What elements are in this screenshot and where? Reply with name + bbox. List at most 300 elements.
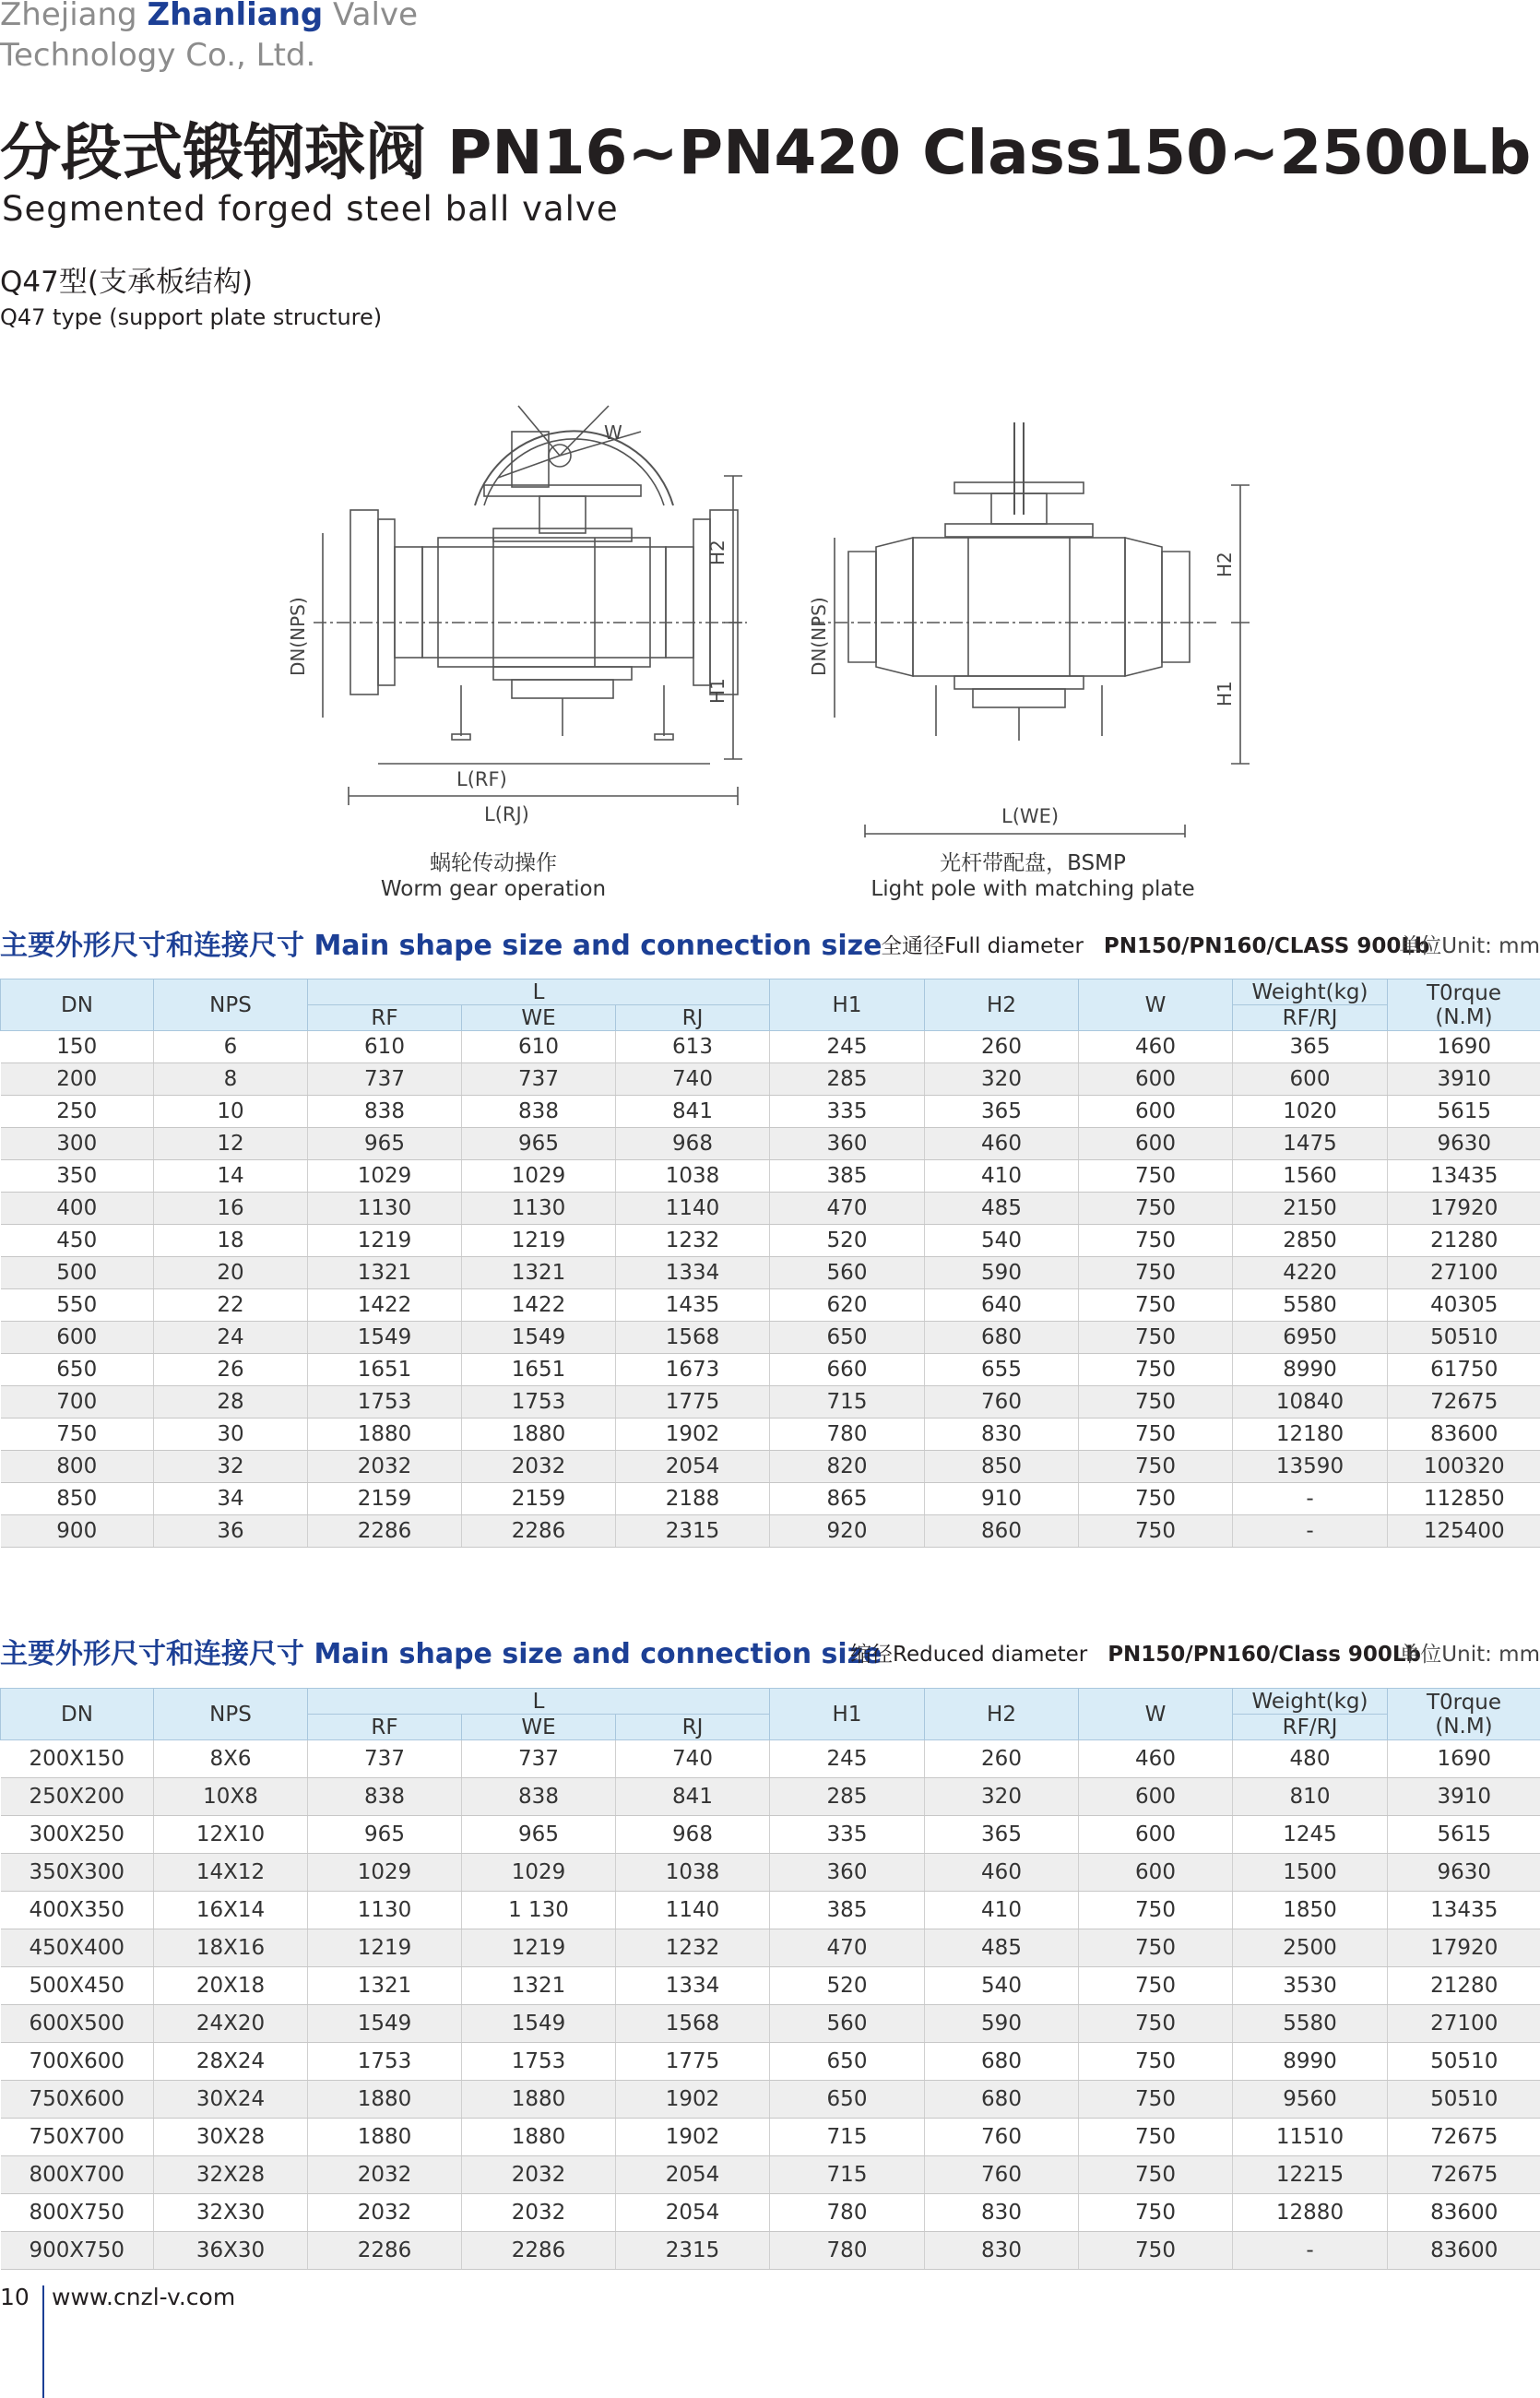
table-cell: 1130 [308, 1892, 462, 1929]
table-cell: 800X750 [1, 2194, 154, 2232]
table-cell: 27100 [1388, 2005, 1540, 2043]
table-cell: 968 [616, 1128, 770, 1160]
col-we: WE [462, 1005, 616, 1031]
table-cell: 838 [462, 1096, 616, 1128]
col-weight: Weight(kg) [1233, 1689, 1388, 1715]
table-cell: 540 [925, 1225, 1079, 1257]
table-cell: 610 [308, 1031, 462, 1063]
table-cell: 9630 [1388, 1128, 1540, 1160]
table-cell: 965 [308, 1128, 462, 1160]
table-cell: 112850 [1388, 1483, 1540, 1515]
svg-text:L(RF): L(RF) [456, 768, 507, 790]
table-cell: 2032 [308, 1451, 462, 1483]
col-w: W [1079, 979, 1233, 1031]
table-cell: 1219 [462, 1225, 616, 1257]
table-cell: - [1233, 1483, 1388, 1515]
table-row [1, 1354, 1540, 1386]
table-cell: 6 [154, 1031, 308, 1063]
table-cell: 590 [925, 2005, 1079, 2043]
table-cell: 1753 [308, 1386, 462, 1419]
table-cell: 1334 [616, 1967, 770, 2005]
valve-drawings [277, 367, 1254, 837]
table-cell: 100320 [1388, 1451, 1540, 1483]
table-cell: 1422 [308, 1289, 462, 1322]
table-cell: 83600 [1388, 2232, 1540, 2270]
table-cell: 760 [925, 2156, 1079, 2194]
col-we: WE [462, 1715, 616, 1740]
table-cell: 850 [925, 1451, 1079, 1483]
table-cell: 750 [1079, 1354, 1233, 1386]
table-cell: 14X12 [154, 1854, 308, 1892]
table-cell: 600X500 [1, 2005, 154, 2043]
footer-divider [42, 2285, 44, 2398]
table-cell: 2032 [462, 2194, 616, 2232]
table2-spec [850, 1640, 1421, 1669]
table-cell: 737 [462, 1063, 616, 1096]
table-cell: 2286 [462, 2232, 616, 2270]
table-cell: 1549 [462, 1322, 616, 1354]
table-cell: 750 [1079, 2156, 1233, 2194]
table-cell: 2286 [308, 2232, 462, 2270]
table-cell: 600 [1233, 1063, 1388, 1096]
table-cell: 600 [1, 1322, 154, 1354]
table-cell: 28X24 [154, 2043, 308, 2081]
table-cell: 1245 [1233, 1816, 1388, 1854]
table-cell: 450 [1, 1225, 154, 1257]
right-caption-en: Light pole with matching plate [871, 877, 1195, 901]
table-cell: 1753 [462, 1386, 616, 1419]
table-cell: 8990 [1233, 1354, 1388, 1386]
table-cell: 36 [154, 1515, 308, 1548]
table-cell: 2315 [616, 2232, 770, 2270]
table-cell: 2150 [1233, 1193, 1388, 1225]
table-cell: 1651 [462, 1354, 616, 1386]
table-cell: 920 [770, 1515, 925, 1548]
table-cell: 830 [925, 2194, 1079, 2232]
table-cell: 5615 [1388, 1816, 1540, 1854]
table-cell: 600 [1079, 1063, 1233, 1096]
table-cell: 750X600 [1, 2081, 154, 2119]
table-cell: 13435 [1388, 1160, 1540, 1193]
table-cell: - [1233, 1515, 1388, 1548]
table-cell: 910 [925, 1483, 1079, 1515]
table-cell: 560 [770, 2005, 925, 2043]
table-cell: 650 [770, 2081, 925, 2119]
table-cell: 150 [1, 1031, 154, 1063]
table-cell: 965 [308, 1816, 462, 1854]
right-caption-cn: 光杆带配盘，BSMP [940, 851, 1126, 875]
table-cell: 700 [1, 1386, 154, 1419]
table-cell: 1232 [616, 1225, 770, 1257]
table-cell: 18X16 [154, 1929, 308, 1967]
table-cell: 32X30 [154, 2194, 308, 2232]
table-cell: 650 [770, 2043, 925, 2081]
table-cell: 450X400 [1, 1929, 154, 1967]
table-row [1, 1967, 1540, 2005]
page-number: 10 [0, 2284, 30, 2310]
worm-gear-valve-drawing [287, 406, 747, 825]
table-cell: 650 [1, 1354, 154, 1386]
table-cell: 650 [770, 1322, 925, 1354]
table-cell: 8X6 [154, 1740, 308, 1778]
table-cell: 13590 [1233, 1451, 1388, 1483]
table-cell: 385 [770, 1160, 925, 1193]
light-pole-valve-drawing [808, 422, 1250, 837]
table-row [1, 1892, 1540, 1929]
table-cell: 26 [154, 1354, 308, 1386]
table-cell: 1130 [462, 1193, 616, 1225]
table-cell: 1029 [462, 1160, 616, 1193]
table-cell: 1500 [1233, 1854, 1388, 1892]
table-cell: 660 [770, 1354, 925, 1386]
page-footer [0, 2282, 236, 2313]
table-cell: 841 [616, 1778, 770, 1816]
table-cell: 600 [1079, 1096, 1233, 1128]
table-cell: 10840 [1233, 1386, 1388, 1419]
table-cell: 21280 [1388, 1225, 1540, 1257]
table-cell: 1850 [1233, 1892, 1388, 1929]
type-label-en: Q47 type (support plate structure) [0, 304, 383, 330]
svg-text:DN(NPS): DN(NPS) [808, 597, 830, 676]
table-cell: 1880 [462, 2119, 616, 2156]
table-cell: 750 [1079, 1419, 1233, 1451]
table-cell: 2032 [462, 2156, 616, 2194]
table-cell: 125400 [1388, 1515, 1540, 1548]
table-cell: 1690 [1388, 1031, 1540, 1063]
table-cell: 4220 [1233, 1257, 1388, 1289]
table-cell: 750 [1079, 1322, 1233, 1354]
table-row [1, 2156, 1540, 2194]
table-cell: 285 [770, 1778, 925, 1816]
col-weight-sub: RF/RJ [1233, 1715, 1388, 1740]
col-h1: H1 [770, 1689, 925, 1740]
table-row [1, 1483, 1540, 1515]
table-cell: 72675 [1388, 2119, 1540, 2156]
table-cell: 1753 [462, 2043, 616, 2081]
table2-unit: 单位Unit: mm [1399, 1643, 1540, 1667]
table-cell: 680 [925, 1322, 1079, 1354]
table-cell: 1902 [616, 2119, 770, 2156]
page-title: 分段式锻钢球阀 PN16~PN420 Class150~2500Lb [0, 117, 1532, 188]
table-cell: 2032 [462, 1451, 616, 1483]
table-row [1, 1193, 1540, 1225]
table-cell: 760 [925, 2119, 1079, 2156]
table-cell: 750 [1079, 1892, 1233, 1929]
table-cell: 830 [925, 1419, 1079, 1451]
table-row [1, 2232, 1540, 2270]
svg-text:H1: H1 [1214, 681, 1236, 706]
table-cell: 9560 [1233, 2081, 1388, 2119]
table-cell: 780 [770, 2194, 925, 2232]
table-cell: 740 [616, 1063, 770, 1096]
reduced-diameter-table [0, 1688, 1540, 2270]
col-h1: H1 [770, 979, 925, 1031]
table-row [1, 1854, 1540, 1892]
table-cell: 61750 [1388, 1354, 1540, 1386]
table-cell: 1321 [462, 1257, 616, 1289]
svg-text:W: W [604, 421, 622, 444]
table-cell: 750 [1079, 1483, 1233, 1515]
table-cell: 320 [925, 1063, 1079, 1096]
table-cell: 600 [1079, 1816, 1233, 1854]
table-cell: 50510 [1388, 2081, 1540, 2119]
table-cell: 460 [1079, 1031, 1233, 1063]
company-line1: Zhejiang Zhanliang Valve [0, 0, 418, 35]
table-cell: 1651 [308, 1354, 462, 1386]
table-row [1, 2005, 1540, 2043]
table-cell: 1880 [308, 2119, 462, 2156]
table-row [1, 1063, 1540, 1096]
col-l: L [308, 979, 770, 1005]
table-cell: 1880 [462, 2081, 616, 2119]
table-row [1, 2043, 1540, 2081]
company-line2: Technology Co., Ltd. [0, 37, 316, 74]
table-cell: 485 [925, 1929, 1079, 1967]
table-cell: 18 [154, 1225, 308, 1257]
table-row [1, 1160, 1540, 1193]
table-cell: 1549 [308, 2005, 462, 2043]
table-cell: 13435 [1388, 1892, 1540, 1929]
table-cell: 1140 [616, 1892, 770, 1929]
table-cell: 750 [1079, 1289, 1233, 1322]
table-cell: 1673 [616, 1354, 770, 1386]
table-cell: 485 [925, 1193, 1079, 1225]
table-cell: 760 [925, 1386, 1079, 1419]
table2-pressure: PN150/PN160/Class 900Lb [1108, 1643, 1422, 1667]
table1-unit: 单位Unit: mm [1399, 934, 1540, 958]
col-h2: H2 [925, 1689, 1079, 1740]
table1-title: 主要外形尺寸和连接尺寸 Main shape size and connection size [0, 930, 883, 962]
table-cell: 300X250 [1, 1816, 154, 1854]
table-cell: 680 [925, 2081, 1079, 2119]
table-cell: 640 [925, 1289, 1079, 1322]
table-row [1, 1289, 1540, 1322]
table-cell: 2054 [616, 2156, 770, 2194]
table-cell: 250X200 [1, 1778, 154, 1816]
table-cell: 1568 [616, 1322, 770, 1354]
table-cell: 460 [925, 1128, 1079, 1160]
svg-text:L(RJ): L(RJ) [484, 803, 529, 825]
table-cell: 360 [770, 1854, 925, 1892]
table-cell: 245 [770, 1031, 925, 1063]
table-cell: 17920 [1388, 1929, 1540, 1967]
table-cell: 2159 [308, 1483, 462, 1515]
table-cell: 838 [308, 1096, 462, 1128]
table-row [1, 1451, 1540, 1483]
col-rj: RJ [616, 1715, 770, 1740]
table-cell: 30 [154, 1419, 308, 1451]
table-cell: 400X350 [1, 1892, 154, 1929]
table-cell: 715 [770, 2119, 925, 2156]
table-cell: 750 [1079, 2194, 1233, 2232]
table-cell: 260 [925, 1031, 1079, 1063]
table-cell: 800 [1, 1451, 154, 1483]
table-cell: 750 [1079, 2081, 1233, 2119]
table-cell: 520 [770, 1967, 925, 2005]
table-cell: - [1233, 2232, 1388, 2270]
table-cell: 28 [154, 1386, 308, 1419]
table-cell: 365 [925, 1096, 1079, 1128]
table-cell: 34 [154, 1483, 308, 1515]
table-cell: 410 [925, 1892, 1079, 1929]
table-cell: 72675 [1388, 2156, 1540, 2194]
table-cell: 5580 [1233, 1289, 1388, 1322]
table-cell: 750 [1079, 2232, 1233, 2270]
table-cell: 750 [1079, 2005, 1233, 2043]
table-cell: 410 [925, 1160, 1079, 1193]
table-cell: 20X18 [154, 1967, 308, 2005]
table-cell: 300 [1, 1128, 154, 1160]
table-cell: 830 [925, 2232, 1079, 2270]
table-cell: 385 [770, 1892, 925, 1929]
table-cell: 838 [308, 1778, 462, 1816]
table2-title: 主要外形尺寸和连接尺寸 Main shape size and connection size [0, 1638, 883, 1670]
table-cell: 560 [770, 1257, 925, 1289]
table-row [1, 1515, 1540, 1548]
table-cell: 968 [616, 1816, 770, 1854]
table1-spec [881, 932, 1429, 961]
col-dn: DN [1, 1689, 154, 1740]
table-cell: 250 [1, 1096, 154, 1128]
col-h2: H2 [925, 979, 1079, 1031]
reduced-diameter-table-body [1, 1740, 1540, 2270]
table-cell: 32X28 [154, 2156, 308, 2194]
table-cell: 1321 [462, 1967, 616, 2005]
table-cell: 1029 [462, 1854, 616, 1892]
table-cell: 350X300 [1, 1854, 154, 1892]
table-cell: 550 [1, 1289, 154, 1322]
table-cell: 460 [925, 1854, 1079, 1892]
table-cell: 1775 [616, 2043, 770, 2081]
table-cell: 750 [1079, 1386, 1233, 1419]
table-cell: 5615 [1388, 1096, 1540, 1128]
table-cell: 14 [154, 1160, 308, 1193]
table-cell: 12215 [1233, 2156, 1388, 2194]
col-torque: T0rque (N.M) [1388, 979, 1540, 1031]
col-nps: NPS [154, 1689, 308, 1740]
table-cell: 841 [616, 1096, 770, 1128]
table-cell: 21280 [1388, 1967, 1540, 2005]
table-cell: 30X28 [154, 2119, 308, 2156]
table-cell: 500 [1, 1257, 154, 1289]
table-cell: 750 [1079, 2043, 1233, 2081]
table-cell: 365 [1233, 1031, 1388, 1063]
table-cell: 600 [1079, 1128, 1233, 1160]
page-subtitle: Segmented forged steel ball valve [2, 189, 619, 229]
table-cell: 2286 [462, 1515, 616, 1548]
table-cell: 3910 [1388, 1778, 1540, 1816]
table-cell: 655 [925, 1354, 1079, 1386]
table-cell: 1880 [308, 2081, 462, 2119]
website-link[interactable]: www.cnzl-v.com [52, 2284, 236, 2310]
table-cell: 680 [925, 2043, 1079, 2081]
table-cell: 260 [925, 1740, 1079, 1778]
table-row [1, 1031, 1540, 1063]
table-cell: 50510 [1388, 2043, 1540, 2081]
table-cell: 1029 [308, 1854, 462, 1892]
table-cell: 2315 [616, 1515, 770, 1548]
table-row [1, 2194, 1540, 2232]
table-row [1, 1128, 1540, 1160]
table-cell: 1029 [308, 1160, 462, 1193]
table-cell: 8990 [1233, 2043, 1388, 2081]
col-rf: RF [308, 1715, 462, 1740]
full-diameter-table-body [1, 1031, 1540, 1548]
table-cell: 16X14 [154, 1892, 308, 1929]
table-cell: 83600 [1388, 2194, 1540, 2232]
table-cell: 8 [154, 1063, 308, 1096]
table-cell: 1880 [308, 1419, 462, 1451]
col-w: W [1079, 1689, 1233, 1740]
table-cell: 27100 [1388, 1257, 1540, 1289]
table-cell: 1219 [308, 1225, 462, 1257]
table1-diameter: 全通径Full diameter [881, 934, 1084, 958]
table-cell: 320 [925, 1778, 1079, 1816]
table-cell: 72675 [1388, 1386, 1540, 1419]
table-cell: 737 [308, 1740, 462, 1778]
right-caption [853, 850, 1213, 902]
table-cell: 5580 [1233, 2005, 1388, 2043]
table-cell: 540 [925, 1967, 1079, 2005]
table-cell: 360 [770, 1128, 925, 1160]
table-cell: 83600 [1388, 1419, 1540, 1451]
table-cell: 1020 [1233, 1096, 1388, 1128]
table-cell: 470 [770, 1929, 925, 1967]
table-cell: 245 [770, 1740, 925, 1778]
table-cell: 22 [154, 1289, 308, 1322]
table-cell: 1753 [308, 2043, 462, 2081]
table1-pressure: PN150/PN160/CLASS 900Lb [1103, 934, 1430, 958]
col-dn: DN [1, 979, 154, 1031]
table-cell: 50510 [1388, 1322, 1540, 1354]
table-row [1, 1386, 1540, 1419]
table-cell: 737 [462, 1740, 616, 1778]
table-cell: 24 [154, 1322, 308, 1354]
table-cell: 780 [770, 2232, 925, 2270]
table-cell: 600 [1079, 1778, 1233, 1816]
table-cell: 820 [770, 1451, 925, 1483]
table-cell: 860 [925, 1515, 1079, 1548]
table-row [1, 1322, 1540, 1354]
table-cell: 12180 [1233, 1419, 1388, 1451]
table2-diameter: 缩径Reduced diameter [850, 1643, 1088, 1667]
table-cell: 470 [770, 1193, 925, 1225]
table-cell: 2850 [1233, 1225, 1388, 1257]
table-row [1, 2119, 1540, 2156]
table-cell: 1775 [616, 1386, 770, 1419]
table-cell: 6950 [1233, 1322, 1388, 1354]
table-cell: 20 [154, 1257, 308, 1289]
table-cell: 1902 [616, 1419, 770, 1451]
table-cell: 480 [1233, 1740, 1388, 1778]
table-row [1, 1740, 1540, 1778]
table-cell: 900X750 [1, 2232, 154, 2270]
table-cell: 750 [1, 1419, 154, 1451]
table-cell: 40305 [1388, 1289, 1540, 1322]
table-cell: 750 [1079, 1515, 1233, 1548]
table-cell: 750 [1079, 1160, 1233, 1193]
left-caption-en: Worm gear operation [380, 877, 607, 901]
table-cell: 1038 [616, 1160, 770, 1193]
table-cell: 1422 [462, 1289, 616, 1322]
table-row [1, 1778, 1540, 1816]
table1-header [0, 926, 1540, 967]
table-cell: 2054 [616, 2194, 770, 2232]
svg-text:L(WE): L(WE) [1001, 805, 1060, 827]
table-cell: 285 [770, 1063, 925, 1096]
full-diameter-table [0, 979, 1540, 1548]
table-cell: 1232 [616, 1929, 770, 1967]
